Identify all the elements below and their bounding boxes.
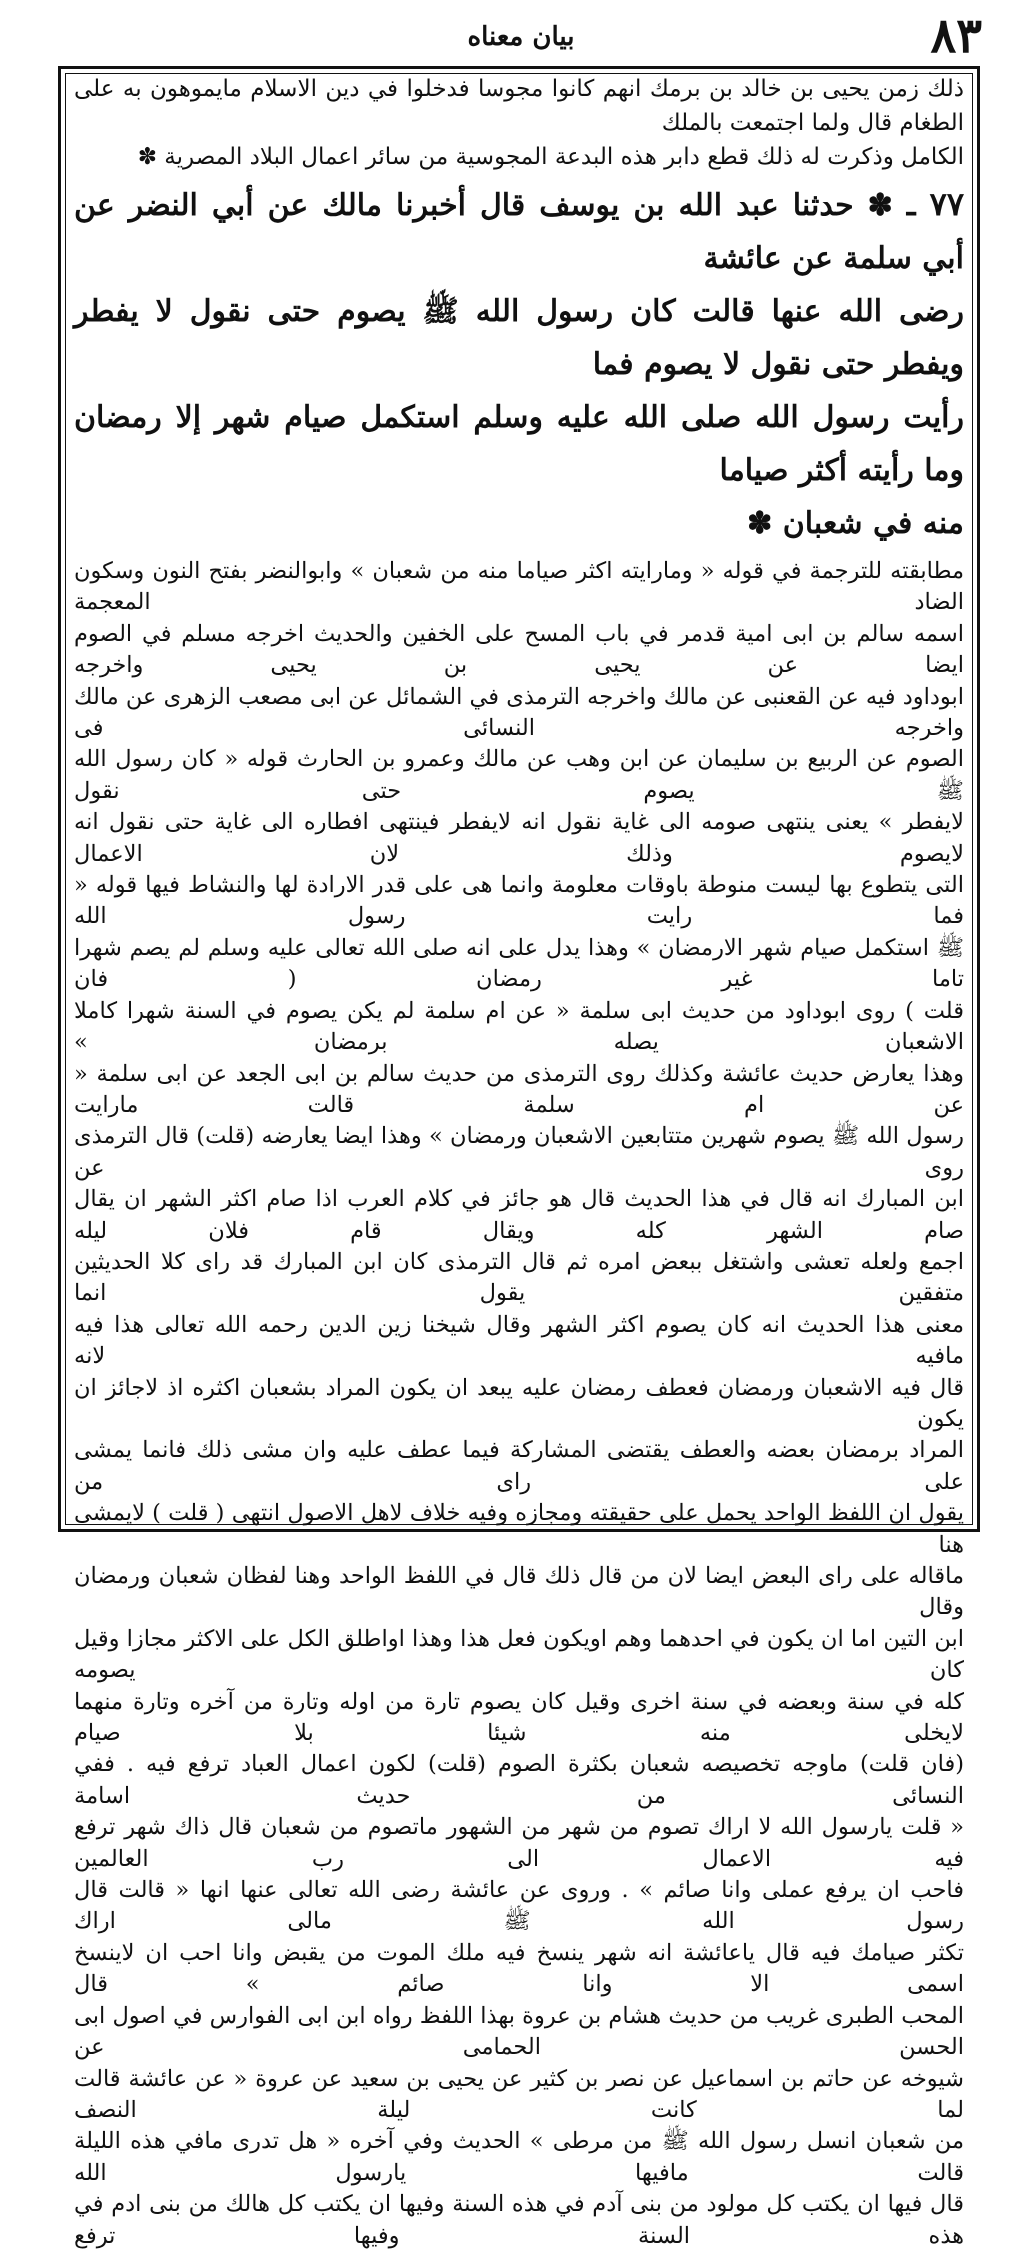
- commentary-line: شيوخه عن حاتم بن اسماعيل عن نصر بن كثير عن يحيى بن سعيد عن عروة « عن عائشة قالت لما كانت ليلة النصف: [74, 2065, 964, 2123]
- hadith-line: ٧٧ ـ ✽ حدثنا عبد الله بن يوسف قال أخبرنا مالك عن أبي النضر عن أبي سلمة عن عائشة: [74, 185, 964, 276]
- hadith-text: ✽ حدثنا عبد الله بن يوسف قال أخبرنا مالك عن أبي النضر عن أبي سلمة عن عائشة: [74, 188, 964, 276]
- text-line: الكامل وذكرت له ذلك قطع دابر هذه البدعة المجوسية من سائر اعمال البلاد المصرية ✽: [137, 144, 964, 170]
- commentary-line: قال فيه الاشعبان ورمضان فعطف رمضان عليه يبعد ان يكون المراد بشعبان اكثره اذ لاجائز ان يكون: [74, 1374, 964, 1432]
- hadith-number: ٧٧: [929, 185, 964, 223]
- commentary-line: قال فيها ان يكتب كل مولود من بنى آدم في هذه السنة وفيها ان يكتب كل هالك من بنى ادم في هذه السنة وفيها ترفع: [74, 2191, 964, 2249]
- commentary-paragraph: [74, 556, 964, 2252]
- commentary-line: اسمه سالم بن ابى امية قدمر في باب المسح على الخفين والحديث اخرجه مسلم في الصوم ايضا عن يحيى بن يحيى واخرجه: [74, 620, 964, 679]
- hadith-line: رأيت رسول الله صلى الله عليه وسلم استكمل صيام شهر إلا رمضان وما رأيته أكثر صياما: [74, 400, 965, 488]
- commentary-line: المحب الطبرى غريب من حديث هشام بن عروة بهذا اللفظ رواه ابن ابى الفوارس في اصول ابى الحسن الحمامى عن: [74, 2002, 964, 2061]
- hadith-block: [74, 178, 964, 550]
- page-body: [74, 72, 964, 2252]
- commentary-line: وهذا يعارض حديث عائشة وكذلك روى الترمذى من حديث سالم بن ابى الجعد عن ابى سلمة « عن ام سلمة قالت مارايت: [74, 1060, 964, 1118]
- text-line: ذلك زمن يحيى بن خالد بن برمك انهم كانوا مجوسا فدخلوا في دين الاسلام مايموهون به على الطغام قال ولما اجتمعت بالملك: [74, 76, 964, 136]
- commentary-line: ﷺ استكمل صيام شهر الارمضان » وهذا يدل على انه صلى الله تعالى عليه وسلم لم يصم شهرا تاما غير رمضان ( فان: [74, 934, 964, 993]
- preface-paragraph: [74, 72, 964, 174]
- running-title: بيان معناه: [467, 22, 575, 52]
- commentary-line: قلت ) روى ابوداود من حديث ابى سلمة « عن ام سلمة لم يكن يصوم في السنة شهرا كاملا الاشعبان يصله برمضان »: [74, 997, 964, 1056]
- hadith-line: رضى الله عنها قالت كان رسول الله ﷺ يصوم حتى نقول لا يفطر ويفطر حتى نقول لا يصوم فما: [74, 294, 964, 382]
- commentary-line: لايفطر » يعنى ينتهى صومه الى غاية نقول انه لايفطر فينتهى افطاره الى غاية حتى نقول انه لايصوم وذلك لان الاعمال: [74, 809, 964, 867]
- hadith-line: منه في شعبان ✽: [747, 506, 964, 541]
- commentary-line: ابن التين اما ان يكون في احدهما وهم اويكون فعل هذا وهذا اواطلق الكل على الاكثر مجازا وقيل كان يصومه: [74, 1625, 964, 1684]
- commentary-line: الصوم عن الربيع بن سليمان عن ابن وهب عن مالك وعمرو بن الحارث قوله « كان رسول الله ﷺ يصوم حتى نقول: [74, 746, 964, 804]
- commentary-line: رسول الله ﷺ يصوم شهرين متتابعين الاشعبان ورمضان » وهذا ايضا يعارضه (قلت) قال الترمذى روى عن: [74, 1123, 964, 1181]
- commentary-line: التى يتطوع بها ليست منوطة باوقات معلومة وانما هى على قدر الارادة لها والنشاط فيها قوله « فما رايت رسول الله: [74, 872, 964, 930]
- commentary-line: معنى هذا الحديث انه كان يصوم اكثر الشهر وقال شيخنا زين الدين رحمه الله تعالى هذا فيه مافيه لانه: [74, 1311, 964, 1370]
- commentary-line: تكثر صيامك فيه قال ياعائشة انه شهر ينسخ فيه ملك الموت من يقبض وانا احب ان لاينسخ اسمى الا وانا صائم » قال: [74, 1939, 964, 1998]
- commentary-line: المراد برمضان بعضه والعطف يقتضى المشاركة فيما عطف عليه وان مشى ذلك فانما يمشى على راى من: [74, 1437, 964, 1495]
- commentary-line: ابوداود فيه عن القعنبى عن مالك واخرجه الترمذى في الشمائل عن ابى مصعب الزهرى عن مالك واخرجه النسائى فى: [74, 683, 964, 742]
- commentary-line: من شعبان انسل رسول الله ﷺ من مرطى » الحديث وفي آخره « هل تدرى مافي هذه الليلة قالت مافيها يارسول الله: [74, 2128, 964, 2186]
- page-number: ٨٣: [930, 8, 982, 64]
- commentary-line: اجمع ولعله تعشى واشتغل ببعض امره ثم قال الترمذى كان ابن المبارك قد راى كلا الحديثين متفقين يقول انما: [74, 1248, 964, 1307]
- commentary-line: (فان قلت) ماوجه تخصيصه شعبان بكثرة الصوم (قلت) لكون اعمال العباد ترفع فيه . ففي النسائى من حديث اسامة: [74, 1751, 964, 1809]
- commentary-line: ابن المبارك انه قال في هذا الحديث قال هو جائز في كلام العرب اذا صام اكثر الشهر ان يقال صام الشهر كله ويقال قام فلان ليله: [74, 1186, 964, 1244]
- commentary-line: « قلت يارسول الله لا اراك تصوم من شهر من الشهور ماتصوم من شعبان قال ذاك شهر ترفع فيه الاعمال الى رب العالمين: [74, 1814, 964, 1872]
- commentary-line: كله في سنة وبعضه في سنة اخرى وقيل كان يصوم تارة من اوله وتارة من آخره وتارة منهما لايخلى منه شيئا بلا صيام: [74, 1688, 964, 1747]
- commentary-line: مطابقته للترجمة في قوله « ومارايته اكثر صياما منه من شعبان » وابوالنضر بفتح النون وسكون الضاد المعجمة: [74, 558, 964, 616]
- commentary-line: فاحب ان يرفع عملى وانا صائم » . وروى عن عائشة رضى الله تعالى عنها انها « قالت قال رسول الله ﷺ مالى اراك: [74, 1877, 964, 1935]
- commentary-line: ماقاله على راى البعض ايضا لان من قال ذلك قال في اللفظ الواحد وهنا لفظان شعبان ورمضان وقال: [74, 1563, 964, 1621]
- commentary-line: يقول ان اللفظ الواحد يحمل على حقيقته ومجازه وفيه خلاف لاهل الاصول انتهى ( قلت ) لايمشى هنا: [74, 1500, 964, 1558]
- page-header: [60, 8, 982, 66]
